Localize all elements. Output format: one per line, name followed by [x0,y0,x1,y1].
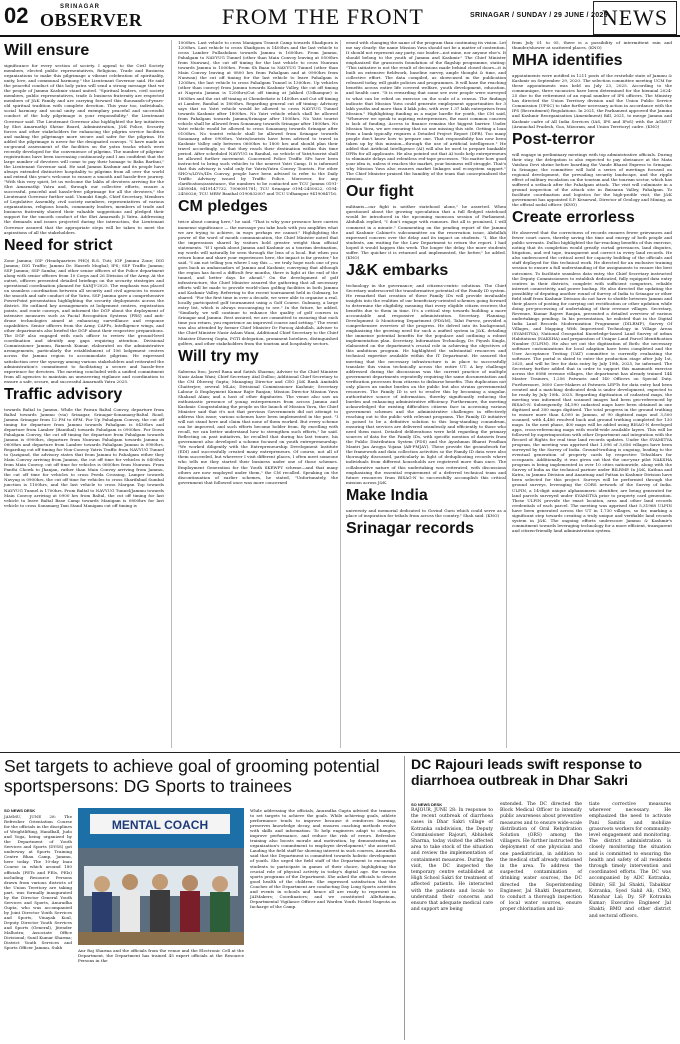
rajouri-col2 [500,802,582,914]
rajouri-col1 [411,802,493,913]
article-headline: Our fight [346,183,414,201]
article-headline: Create errorless [512,209,635,227]
header-rule [0,35,680,37]
article-body: university and memorial dedicated to Govind Guru which could serve as a place of inspiration for tribals from across the country," Shah said. (KNO) [346,507,506,518]
section-tag: NEWS [593,1,677,35]
article-body: will engage in preliminary meetings with top administrative officials. During their stay, the delegation is also expected to pay obeisance at the Mata Vaishno Devi shrine before boarding the Vande Bharat Express to Srinagar. In Srinagar, the committee will hold a series of meetings focused on regional development, the prevailing security landscape, and the ripple effect of military escalation on the tourism and the tourism sector, which has suffered a setback after the Pahalgam attack. The visit will culminate in a ground inspection of the attack site in Baisaran Valley, Pahalgam. To facilitate coordination and logistics for the high-profile visit, the J&K government has appointed S.P. Kesarwal, Director of Geology and Mining, as the official nodal officer. (KNO) [512,151,673,208]
training-photo [78,808,244,945]
section-title: FROM THE FRONT [222,4,424,29]
rajouri-body-3: tiate corrective measures wherever necessary. He emphasized the need to activate Pani Samitis and mobilize grassroots workers for community-level engagement and monitoring. The district administration is closely monitoring the situation and is committed to ensuring the health and safety of all residents through timely intervention and coordinated efforts. The DC was accompanied by ADC Kotranka, Dilmir; SE Jal Shakti, Tabakkar Kotranka, Syed Sahil Ali; CMO, Manohar Lal; Dy. SP Kotranka Kumar; Executive Engineer Jal Shakti; BMO and other district and sectoral officers. [589,802,671,919]
column-3 [346,40,506,541]
photo-banner-text: MENTAL COACH [111,818,209,832]
training-photo-image [78,808,244,945]
column-2 [178,40,338,485]
article-body: erned with changing the name of the program than continuing its vision. Let me say clearly: the name Mission Yuva should not be a matter of contention. It should not represent any party, nor leader—not mine, nor anyone else's. It should belong to the youth of Jammu and Kashmir." The Chief Minister emphasized the grassroots foundation of the flagship programme, stating: "This initiative is not the result of decisions made behind closed doors—it is built on extensive fieldwork, baseline survey, ample thought & time, and collective effort. The data compiled, as showcased in the publication released today, will guide policies and programmes. It will base the reaching benefits across entire life covered welfare, youth development, education, and health care. "It is rewarding that some see over people were surveyed to what can be relied on exercise on the scale of a census. The findings indicate that Mission Yuva could generate employment opportunities for 3 lakh youths and more than 4 lakh jobs, with over 1.37 lakh enterprises from Mission." Highlighting funding as a major hurdle for youth, the CM said, "Whenever we speak to aspiring entrepreneurs, the most common concern is lack of funding. Access to finance remains the biggest barrier. Under Mission Yuva, we are ensuring that no one missing this side. Getting a loan from a bank typically requires a Detailed Project Report (DPR). Too many people don't know how to prepare one. That responsibility has now been taken up by this mission—through the use of artificial intelligence." He added that Artificial Intelligence (AI) will also be used to prepare bankable DPRs for all applicants. He also pointed out that AI tools help entrepreneurs to eliminate delays and relentless red-tape processes. "No matter how good your idea is, unless it reaches the market, your business will struggle. That's why Mission Yuva also ensures market linkages and ecosystem support." The Chief Minister praised the humility of the team that conceptualized the mission. [346,40,506,182]
sports-body-1: JAMMU, JUNE 28: The Refresher Orientation Course for the officials in the disciplines of Weightlifting, Handball, Judo and Yoga, being organized by the Department of Youth Services and Sports (DYSS) got underway at Sports Training Centre Bhau Camp, Jammu, here today. The 10-day Inau Course in which around 180 officials (PETs and PEIs, PEIs) including Resource Persons drawn from various districts of the Union Territory are taking part, was formally inaugurated by the Director General Youth Services and Sports, Anuradha Gupta, who was accompanied by Joint Director Youth Services and Sports, Vinayak Koul, Deputy Director Youth Services and Sports (General), Jitender Malhotra; Associate Office Divisional; Sunil Kumar Sharma; District Youth Services and Sports Officer Jammu, Sukh [4,814,72,951]
column-4 [512,40,672,533]
article-headline: Post-terror [512,130,595,148]
column-divider [506,40,507,748]
sports-story [4,756,398,1040]
photo-caption [78,948,244,963]
section-rule [0,752,680,753]
article-headline: Traffic advisory [4,385,123,403]
article-headline: J&K embarks [346,261,449,279]
page-header [0,0,680,36]
article-headline: CM pledges [178,198,268,216]
sports-story-col1 [4,808,72,950]
article-body: 1000hrs. Last vehicle to cross Manigam Transit Camp towards Shadipora is 1200hrs. Last vehicle to cross Shadipora is 1400hrs and the last vehicle to cross Lamber Pullashdara towards Jammu is 1600hrs. From Jammu, Pahalgam to NAVYUG Tunnel (other than Main Convoy leaving at 0500hrs from Nunwan), the cut off timing for the last vehicle to cross Nunwan towards Jammu is 1000hrs. From Sh Baan to NAVYUG Tunnel (other than Main Convoy leaving at 0800 hrs from Pahalgam and at 0900hrs from Nunwan) the cut off timing for the last vehicle to leave Pahalgam is 1200hrs, the last vehicle to cross Pahalgam Tunnel is 1300hrs. Up vehicles (other than convoy) from Jammu towards Kashmir Valley, the cut off timing at Nagrota Jammu is 1200hrs/Cut off timing at Jakhed (Udhampur) is 1600hrs and the cut off timing at Chenderkote is 1400hrs and Cut off timing at Lamber, Banihal is 1800hrs. Regarding general cut off timing: Advisory says that no Yatri vehicle would be allowed to cross NAVYUG Tunnel towards Kashmir after 1800hrs. No Yatri vehicle which shall be allowed from Pahalgam towards Jammu/Srinagar after 1500hrs. No Yatri tourist vehicle shall be allowed from Sonamarg towards Srinagar after 1800hrs. No Yatri vehicle would be allowed to cross Sonamarg towards Srinagar after 0100hrs. No tourist vehicle shall be allowed from Srinagar towards Sonamarg after 0900hrs. Yatris/tourists have been advised to travel in Kashmir Valley only between 0600hrs to 1800 hrs and should plan their travel accordingly, so that they reach their destination within this time period. After scheduled NAVYUG in Banihal, no vehicle of Yatri/tourist shall be allowed further movement. Concerned Police Traffic SPs have been instructed to bring such vehicles to the nearest Yatri Camp. It is informed that this advisory is valid only for Yatris/Yatra Convoy Tourists. For other SHO's/LDVs/IDs Convoy, people have been advised to refer to the Daily Traffic Advisory issued by Traffic Police. Moreover, for any clarification/assistance, the numbers to be contacted are TCU Jammu 0191-2459048, 9419147732, 7006091781; TCU Srinagar 0194-2450022, 0194-2450026; TCU MRW Banihal 0190832007 and TCU Udhampur 9419084716. [178,40,338,197]
rajouri-headline: DC Rajouri leads swift response to diarrhoea outbreak in Dhar Sakri [411,756,643,788]
rajouri-col3 [589,802,671,920]
logo-top-text: SRINAGAR [59,4,100,10]
article-body: towards Baltal to Jammu. While the Pawan Baltal Convoy, departure from Baltal towards Jammu (via) Srinagar, Srinagar-Sonamarg-Baltal Road, Jammu Srinagar from 12 PM to 6PM. For Up Pahalgam Convoy, the cut off timing for departure from Jammu towards Pahalgam is 0430hrs and departure from Lamber (Baniihal) towards Pahalgam is 0900hrs. For Down Pahalgam Convoy, the cut off timing for departure from Pahalgam towards Jammu is 0900hrs, departure from Nunwan Pahalgam towards Jammu is 0600hrs and departure from Lamber towards Pahalgam Jammu is 0900hrs. Regarding cut off timing for Non-Convoy Yatris Traffic from NAVYUG Tunnel to Qazigund, the advisory states that from Jammu to Pahalgam either they Main Convoy arriving from Jammu, the cut off time for vehicles is 0400hrs from Main Convoy, cut off time for vehicles is 0600hrs from Nunwan. From Panthi Chowk to Jhanjan, rather than Main Convoy arriving from Jammu, the cut off time for vehicles to cross Peeda Crossing, Lamper towards Navyug is 0900hrs, the cut off time for vehicles to cross Sharifabad Sumbal junction is 1100hrs, and the last vehicle to cross Margan Top towards NAVYUG Tunnel is 1700hrs. From Baltal to NAVYUG Tunnel/Jammu towards Main Convoy arriving at 0900 hrs from Baltal, the cut off timing for last vehicle to leave Baltal Base Camp towards Manigam is 0800hrs for last vehicle to cross Sonamarg Taxi Stand Manigam cut off timing is [4,406,164,508]
logo-main-text: OBSERVER [40,10,143,30]
article-headline: Srinagar records [346,519,475,537]
article-headline: MHA identifies [512,52,623,70]
article-body: militants—our fight is neither statehood alone," he asserted. When questioned about the growing speculation that a full fledged statehood would be introduced in the upcoming monsoon session of Parliament, Abdullah replied, "I don't engage with rumours. But all is promised, I will comment in a minute." Commenting on the pending report of the Jammu and Kashmir Cabinet's subcommittee on the reservation issue, Abdullah expressed concern over the delay and its impact on students. "I, like the students, am waiting for the Law Department to return the report. I had hoped it would happen this week. The longer the delay, the more students suffer. The quicker it is returned and implemented, the better," he added. (KNO) [346,204,506,260]
article-body: Zone Jammu; IGP (Headquarters PHQ) B.S. Tuti; IGP Jammu Zone; DIG Jammu; DIG Traffic; Jammu Dr. Haseeb Mughal; IPS; SSP Traffic Jammu; SSP Jammu; SSP Samba; and other senior officers of the Police department along with senior officers from 10 Corps and 26 Division of the Army. At the outset, officers presented detailed briefings on the security strategies and operational coordination planned for SANJY-2025. The emphasis was placed on seamless coordination between all security and civil agencies to ensure the smooth and safe conduct of the Yatra. SSP Jammu gave a comprehensive PowerPoint presentation highlighting the security deployments across the district. He outlined key arrangements at lodgement centres, registration points, and route convoys, and informed the DGP about the deployment of intensive measures such as Facial Recognition Systems (FRS) and anti-drone technologies aimed at enhancing surveillance and response capabilities. Senior officers from the Army, CAPFs, Intelligence wings, and other departments also briefed the DGP about their respective preparations. The DGP also engaged with each officer to review the ground-level coordination and identify any gaps requiring attention. Divisional Commissioner Jammu, Ramesh Kumar, elaborated on the administrative arrangements, particularly the establishment of 106 lodgement centres across the Jammu region to accommodate pilgrims. He expressed satisfaction over the synergy among various stakeholders and reiterated the administration's commitment to facilitating a secure and hassle-free experience for devotees. The meeting concluded with a unified commitment from all agencies to maintain an unwavering vigilance and coordination to ensure a safe, secure, and successful Amarnath Yatra 2025. [4,257,164,384]
column-divider [340,40,341,748]
sports-body-3: While addressing the officials, Anuradha Gupta advised the trainees to set targets to achieve the goals. While achieving goals, athlete performance tends to improve because it reinforces learning, preserves knowledge decay, and ensures coaching methods evolve with skills and information. To help engineers adapt to changes, improve performance, and reduce the risk of errors. Refresher training also boosts morale and motivation, by demonstrating an organization's commitment to employee development," she asserted. Lauding the field staff for showing interest in such courses, Anuradha said that the Department is committed towards holistic development of youth. She urged the field staff of the Department to encourage students to participate in games of their choice, highlighting the crucial role of physical activity in today's digital age. the various sports programs of the Department. She asked the officials to devote good health of the children. She expressed satisfaction that the Coaches of the Department are conducting Day Long Sports activities and events in schools and hence all are ready to represent in JAIMakers; Coordinators; and we constituted AlleRatimm, Departmental Vigilance Officer and Warden Youth Hostel Nagrota as Incharge of the Camp. [250,808,396,909]
rajouri-story [404,756,680,1040]
column-1 [4,40,164,508]
column-divider [171,40,172,748]
rajouri-desk: SO NEWS DESK [411,802,443,807]
article-headline: Will try my [178,347,259,365]
article-body: technology in the governance; and citizens-centric solutions. The Chief Secretary underscored the transformative potential of the Family ID system. He remarked that creation of these Family IDs will provide invaluable insights into the realities of our beneficiary-oriented schemes going forward to determine the eligibility, meaning that every eligible citizen receives the benefits due to them in time. It's a critical step towards building a more accountable and responsive administration. Secretary, Planning, Development & Monitoring Department (PD&M), Talat Parvez, provided a comprehensive overview of the progress. He delved into its background, emphasizing the growing need for such a unified system in J&K, detailing the immense potential benefits for the populace and outlining a robust implementation plan. Secretary, Information Technology, Dr. Piyush Singla, elaborated on the department's crucial role in achieving the objectives of this ambitious program. He highlighted the substantial resources and technical expertise available within the IT Department. He assured the meeting that the necessary infrastructure is in place to successfully translate this vision technically across the entire UT. A key challenge addressed during the discussions was the current practice of multiple government departments repeatedly requiring the same documentation and verification processes from citizens to disburse benefits. This duplication not only places an undue burden on the public but also strains governmental resources. The Family ID is set to resolve this by becoming a singular, authoritative source of information, thereby significantly reducing the burden and enhancing administrative efficiency. Furthermore, the meeting acknowledged the existing difficulties citizens face in accessing various government schemes and the administrative challenges in effectively reaching out to the public with relevant programs. The Family ID initiative is poised to be a definitive solution to this long-standing conundrum, ensuring that services are delivered seamlessly and efficiently to those who need them most. Detailed deliberations were held regarding the primary sources of data for the Family IDs, with specific mention of datasets from the Public Distribution System (PDS) and the Ayushman Bharat Pradhan Mantri Jan Arogya Yojana (AB-PMJAY). These provide the groundwork for the framework and data collection activities so the Family ID data were also thoroughly discussed, particularly in light of deduplicating records where individuals from different households are registered more than once. The collaborative nature of this undertaking was reiterated, with discussions emphasizing the essential requirement of a deferred technical team and future resources from BISAG-N to successfully accomplish this critical mission across J&K. [346,282,506,485]
rajouri-body-1: RAJOUR, JUNE 28: In response to the recent outbreak of diarrhoea cases in Dhar Sakri village of Kotranka subdivision, the Deputy Commissioner Rajouri, Abhishek Sharma, today visited the affected area to take stock of the situation and review the implementation of containment measures. During the visit, the DC inspected the temporary centre established at High School Sakri for treatment of affected patients. He interacted with the patients and locals to understand their concerns and ensure that adequate medical care and support are being [411,808,493,913]
article-body: from July 01 to 05, there is a possibility of intermittent rain and thunder/shower at scattered places. (KNO) [512,40,672,51]
article-headline: Need for strict [4,236,113,254]
sports-story-col3 [250,808,396,909]
sports-desk: SO NEWS DESK [4,808,36,813]
rajouri-body-2: extended. The DC directed the Block Medical Officer to intensify public awareness about preventive measures and to ensure wide-scale distribution of Oral Rehydration Solution (ORS) among the villagers. He further instructed the deployment of one physician and one paediatrician, in addition to the medical staff already stationed in the area. To address the suspected contamination of drinking water sources, the DC directed the Superintending Engineer, Jal Shakti Department, to conduct a thorough inspection of local water sources, ensure proper chlorination and ini- [500,802,582,913]
page-number: 02 [4,3,29,28]
article-body: He observed that the correctness of records ensures fewer grievances and fewer court cases, thereby saving the time and energy of both people and public servants. Dulloo highlighted the far-reaching benefits of this exercise, noting that its completion would greatly curtail grievances, land disputes, litigation, and red tape, transparent and correct in every land records. He also underscored the critical need for capacity building of the officials and staff deployed for this technical work. He directed for an exclusive training session to ensure a full understanding of the assignments to ensure the best outcomes. To facilitate seamless data entry, the Chief Secretary instructed the Deputy Commissioners to establish dedicated, fully equipped data entry centres in their districts, complete with sufficient computers, reliable internet connectivity, and power backup. He also directed the updating the possibility of deputing another round of Survey of India to Srinagar or other field staff from Kashmir Division do not have to shuttle between Jammu and their places of posting for carrying out rectification or other updation while doing pre-processing of undertaking of their revenue villages. Secretary, Revenue, Kumar Rajeev Ranjan, presented a detailed overview of various undertakings pending. In his presentation, he enlisted that in the Digital India Land Records Modernization Programme (DILRMP), Survey Of Villages, and Mapping With Improvised Technology in Village Areas (SVAMITVA), National Geospatial Knowledge-based Land Survey of urban Habitations (NAKSHA) and preparation of Unique Land Parcel Identification Number (ULPIN). He also set out the digitization of Both: the necessary software customizations for local adaption have been completed and the User Acceptance Testing (UAT) committee is currently evaluating the software. The portal is slated to enter the production stage after July 1st, 2025, and will be live for data entry by July 10th, 2025, he informed. The Secretary further added that in order to support this mammoth exercise across the 6086 revenue villages, the department has already trained 144 Master Trainers, 1,256 Patwaris and 140 Officers on Special Duty. Furthermore, 3600 Core-Makers at Patwaris LEPTs for data entry had been created and a matching dedicated desk is under development, expected to be ready by July 10th, 2025. Regarding digitization of cadastral maps, the meeting was informed that scanned images had been geo-referenced by BISAG-N. Subsequently, 54,590 cadastral maps have been obtained in one digitized and 300 maps digitized. The total progress in the ground truthing to ensure more than 4,000 in Jammu, of 90 digitized maps and 3,500 scanned, with 4,486 resolved back and ground truthing completed for 130 maps. In the next phase, 400 maps will be added using BISAG-N developed apps, cross-referencing maps with world-wide available layers. This will be followed by superimposition with other Department and integration with the Record of Rights for real time land records updates. Under the SVAMITVA program, the meeting was apprised that 1,096 of 3,656 villages have been surveyed by the Survey of India. Ground-truthing is ongoing, leading to the eventual generation of property cards by respective Tehsildars for occupants. Additionally, it was given out that the one-year pilot NAKSHA program is being implemented in over 10 cities nationwide, along with the Survey of India as the technical partner under BILRMP. In J&K, Kathua and Katra, in Jammu Division and Anantnag and Pattan in Kashmir Division have been selected for this project. Surveys will be performed through the ground surveys, leveraging the CORS network of the Survey of India. ULPIN, a 14-digit unique alphanumeric identifier, are being generated for land parcels surveyed under SVAMITVA prior to property card generation. These ULPIN provide the exact location, area and other land records credentials of each parcel. The meeting was apprised that 5,31968 ULPIN have been generated across the UT in 1,730 villages, so far, marking a significant step towards creating a truly unique and verifiable land records system in J&K. The ongoing efforts underscore Jammu & Kashmir's commitment towards leveraging technology for a more efficient, transparent and citizen-friendly land administration system. [512,230,672,533]
sports-headline: Set targets to achieve goal of grooming potential sportspersons: DG Sports to trainees [4,756,380,796]
article-body: significance for every section of society. I appeal to the Civil Society members, elected public representatives, Religious, Trade and Business organizations to make this pilgrimage a vibrant celebration of spirituality, unity, love, and communal harmony," the Lieutenant Governor said. He said the peaceful conduct of this holy yatra will send a strong message that we the people of Jammu Kashmir stand united. "Spiritual leaders, civil society members, public representatives, trade & business fraternity are respected members of J&K Family and are carrying forward this thousands-of-years-old spiritual tradition with complete devotion. This year too, individuals, social harmony and social unity and exemplary peaceful and successful conduct of the holy pilgrimage is your responsibility," the Lieutenant Governor said. The Lieutenant Governor also highlighted the key initiatives by Shri Amarnathji Shrine Board, Administration, J&K Police, Security forces and other stakeholders for enhancing the pilgrim service facilities and making the pilgrimage more secure and safer for the pilgrims. He added the pilgrimage is never for the designated convoys. "I have made an on-ground assessment of the facilities on the yatra tracks which were recently developed for the convenience of pilgrims. The number of pilgrims' registrations have been increasing continuously and I am confident that the large number of devotees will come to pay their homage to Baba Barfani," the Lieutenant Governor said. He said Jammu Kashmir and its people have always extended distinctive hospitality to pilgrims from all over the world and extend this year's welcome to ensure a smooth and hassle-free journey. "With this very spirit, let us welcome the lakhs of devotees arriving for the Shri Amarnathji Yatra and, through our collective efforts, ensure a successful, peaceful and hassle-free pilgrimage for all the devotees," the Lieutenant Governor further said. Unmukt Singh, Chief Secretary, Members of Legislative Assembly, civil society members, representatives of various organizations, religious heads, community leaders, members of trade and business fraternity shared their valuable suggestions and pledged their support for the smooth conduct of the Shri Amarnath Ji Yatra. Addressing the demands and issues projected during the interaction, the Lieutenant Governor assured that the appropriate steps will be taken to meet the aspirations of all the stakeholders. [4,63,164,235]
photo-caption-text: Anr Raj Sharma and the officials from the venue and the Electronic Cell at the Department, the Department has trained 45 expert officials at the Resource Persons in the [78,948,244,964]
article-body: Sabeena Itoo, Javed Rana and Satish Sharma; Adviser to the Chief Minister Nasir Aslam Wani; Chief Secretary Atal Dulloo; Additional Chief Secretary to the CM Dheeraj Gupta; Managing Director and CEO J&K Bank Amitabh Chatterjee; several MLAs; Divisional Commissioner Kashmir; Secretary Labour & Employment Kumar Rajiv Ranjan; Mission Director Mission Yuva Shahzad Alam; and a host of other dignitaries. The venue also saw an enthusiastic presence of young entrepreneurs from across Jammu and Kashmir. Congratulating the people on the launch of Mission Yuva, the Chief Minister said that it's not that previous Governments did not attempt to address this issue; various schemes have been implemented in the past. "I will not stand here and claim that none of them worked. But every scheme can be improved, and such efforts become bolder from. By excelling with recall, we can better understand how to strengthen such efforts," he said. Reflecting on past initiatives, he recalled that during his last tenure, his government also developed a scheme focused on youth entrepreneurship. "We worked diligently with the Entrepreneurship Development Institute (EDI) and successfully created many entrepreneurs. Of course, not all of them succeeded, but wherever I visit different places, I often meet someone who tells me they started their business under one of those schemes. Employment Generation for the Youth SKEWPY scheme—and that many others are now employed under them," the CM recalled. Speaking on the discontinuation of earlier schemes, he stated, "Unfortunately, the government that followed once was more concerned [178,368,338,485]
article-headline: Will ensure [4,42,90,59]
dateline: SRINAGAR / SUNDAY / 29 JUNE / 2025 [470,12,608,19]
article-headline: Make India [346,486,428,504]
article-body: appointments were notified in 1211 posts of the erstwhile state of Jammu & Kashmir on September 29, 2020. The selection committee meeting UCM for these appointments was held on July 23, 2025. According to the communique, three vacancies have been determined for the biennial 2024-25 due to the retirement of an equal number of IPS officers. The Ministry has directed the Union Territory division and the Union Public Service Commission (UPSC) to take further necessary action in accordance with the IPS (Recruitment) Regulations. In 2021, the Parliament approved the Jammu and Kashmir Reorganisation (Amendment) Bill, 2021, to merge Jammu and Kashmir cadre of All India Services (IAS, IPS and IFoS) with the AGMUT (Arunachal Pradesh, Goa, Mizoram, and Union Territory) cadre. (KNO) [512,73,672,129]
article-body: twice about coming here," he said. "That is why your presence here carries immense significance — the message you take back with you amplifies what we are trying to achieve, in ways perhaps we cannot." Highlighting the power of the word of mouth communication, the Chief Minister noted that the impressions shared by visitors hold greater weight than official statements. "If I speak about Jammu and Kashmir as a tourism destination, my words will naturally be seen through the lens of a local. But when you return home and share your experiences here, the impact is far greater," he said. "I am not telling you where I say this — we truly hope each one of you goes back as ambassadors of Jammu and Kashmir, conveying that although the region has faced a difficult few months, there is light at the end of the tunnel, and better days lie ahead." On the development of golf infrastructure, the Chief Minister assured the gathering that all necessary efforts will be made to provide world-class golfing facilities in both Jammu and Kashmir Valley. Referring to the recent tournament held in Gulmarg, he shared: "For the first time in over a decade, we were able to organise a real, locally participated golf tournament using a Golf Course. Gulmarg, a large entry list, which is always encouraging to see." In the future, he added, "Similarly, we will continue to enhance the quality of golf courses in Srinagar and Jammu. Rest assured, we are committed to ensuring that each time you return, you experience an improved course and setting." The event was also attended by former Chief Minister Dr Farooq Abdullah, Adviser to the Chief Minister Nasir Aslam Wani, Additional Chief Secretary to the Chief Minister Dheeraj Gupta, PGTI delegation, prominent hoteliers, distinguished golfers, and other stakeholders from the tourism and hospitality sectors. [178,219,338,346]
newspaper-logo [40,4,143,30]
